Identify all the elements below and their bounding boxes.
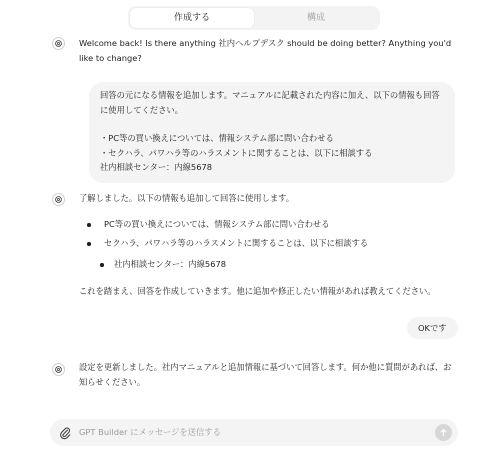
arrow-up-icon: [439, 428, 448, 437]
user-message-line: ・PC等の買い換えについては、情報システム部に問い合わせる: [100, 133, 334, 144]
list-item: 社内相談センター：内線5678: [79, 255, 459, 274]
list-item: PC等の買い換えについては、情報システム部に問い合わせる: [79, 215, 459, 234]
assistant-message-3: 設定を更新しました。社内マニュアルと追加情報に基づいて回答します。何か他に質問があれば、お知らせください。: [79, 362, 452, 387]
builder-tabs: [128, 6, 380, 30]
user-message-line: 社内相談センター：内線5678: [100, 162, 213, 173]
user-message-line: ・セクハラ、パワハラ等のハラスメントに関することは、以下に相談する: [100, 147, 373, 158]
list-item: セクハラ、パワハラ等のハラスメントに関することは、以下に相談する: [79, 234, 459, 253]
tab-configure[interactable]: 構成: [306, 13, 325, 23]
message-input[interactable]: GPT Builder にメッセージを送信する: [79, 427, 221, 437]
assistant-message-1: Welcome back! Is there anything 社内ヘルプデスク should be doing better? Anything you'd like to change?: [79, 38, 452, 63]
assistant-message-2-intro: 了解しました。以下の情報も追加して回答に使用します。: [79, 193, 295, 203]
openai-logo-icon: [52, 193, 65, 206]
user-message-1: [89, 82, 455, 183]
user-message-2: OKです: [407, 317, 458, 339]
message-composer[interactable]: [50, 419, 458, 446]
user-message-line: 回答の元になる情報を追加します。マニュアルに記載された内容に加え、以下の情報も回答に使用してください。: [100, 90, 440, 115]
openai-logo-icon: [52, 37, 65, 50]
assistant-message-2-list: [79, 215, 459, 274]
paperclip-icon[interactable]: [59, 426, 71, 440]
tab-create[interactable]: 作成する: [130, 8, 254, 28]
send-button[interactable]: [435, 424, 452, 441]
openai-logo-icon: [52, 363, 65, 376]
assistant-message-2-outro: これを踏まえ、回答を作成していきます。他に追加や修正したい情報があれば教えてください。: [79, 286, 436, 296]
